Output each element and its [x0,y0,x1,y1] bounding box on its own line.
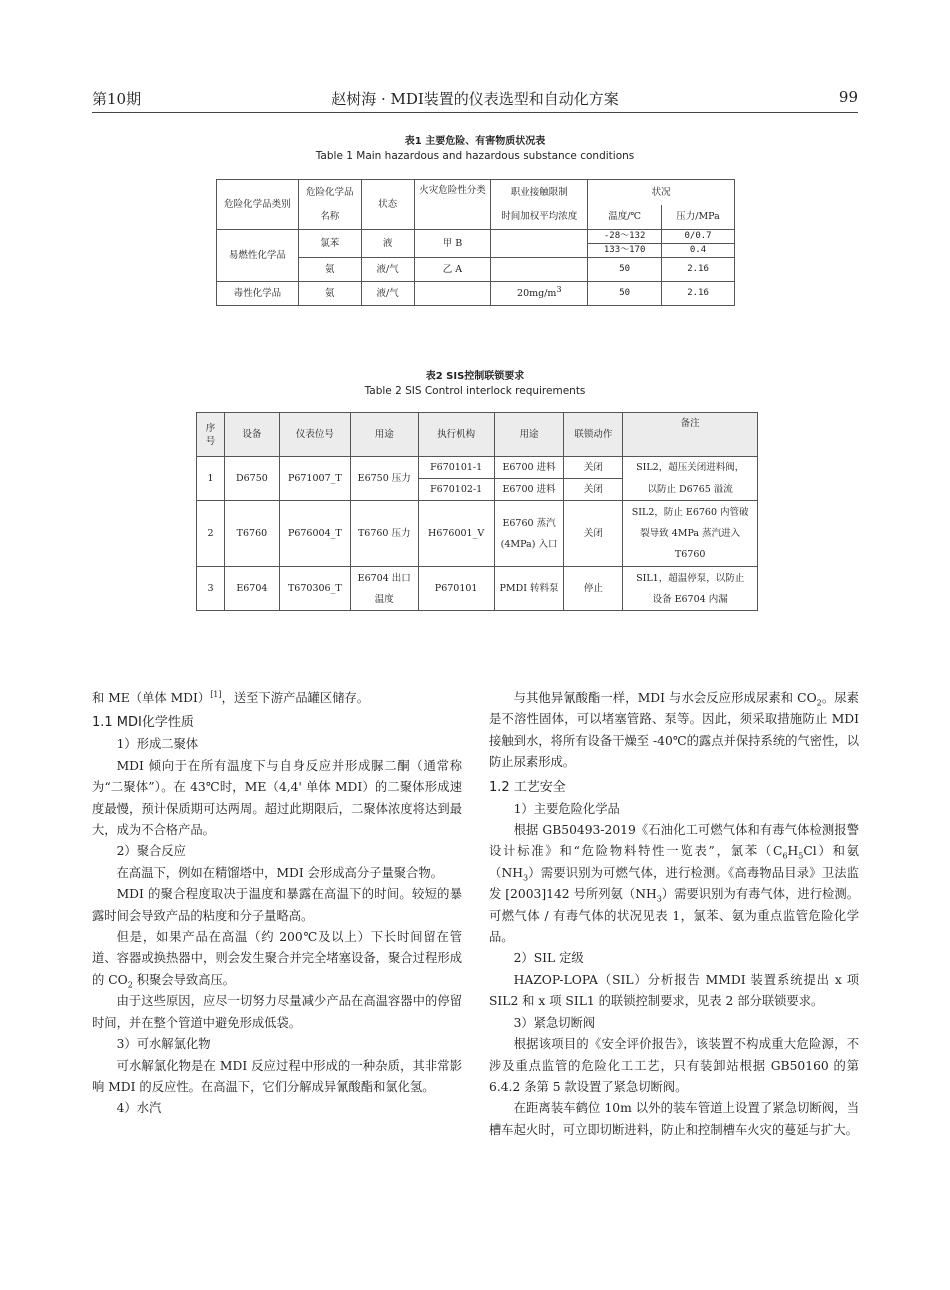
t2-r1-use2-a: E6700 进料 [494,457,564,479]
left-para-3: MDI 的聚合程度取决于温度和暴露在高温下的时间。较短的暴露时间会导致产品的粘度和分子量略高。 [92,887,462,923]
left-para-5: 由于这些原因，应尽一切努力尽量减少产品在高温容器中的停留时间，并在整个管道中避免形成低袋。 [92,994,462,1030]
t2-h-equip: 设备 [224,413,279,457]
t1-r1-fire: 甲 B [414,230,491,258]
left-para-4: 但是，如果产品在高温（约 200℃及以上）下长时间留在管道、容器或换热器中，则会发生聚合并完全堵塞设备，聚合过程形成的 $CO_2$ 积聚会导致高压。 [92,930,462,990]
t2-h-action: 联锁动作 [564,413,623,457]
t2-r1-action-b: 关闭 [564,479,623,501]
left-para-2: 在高温下，例如在精馏塔中，MDI 会形成高分子量聚合物。 [116,865,443,880]
running-header [92,88,858,112]
t1-r3-name: 氨 [298,282,361,306]
t2-r2-use2: E6760 蒸汽 (4MPa) 入口 [494,501,564,567]
right-para-1: 与其他异氰酸酯一样，MDI 与水会反应形成尿素和 $CO_2$。尿素是不溶性固体，可以堵塞管路、泵等。因此，须采取措施防止 MDI 接触到水，将所有设备干燥至 -40℃的露点并保持系统的气密性，以防止尿素形成。 [489,691,859,770]
t2-h-use2: 用途 [494,413,564,457]
section-1-2-heading: 1.2 工艺安全 [489,779,566,795]
t1-r1-press-2: 0.4 [662,244,735,258]
left-sub-4: 4）水汽 [116,1101,162,1116]
t1-h-limit-2: 时间加权平均浓度 [491,205,588,230]
t1-r2-temp: 50 [588,258,662,282]
running-title: 赵树海 · MDI装置的仪表选型和自动化方案 [331,90,619,108]
t2-h-actuator: 执行机构 [418,413,494,457]
right-para-4: 根据该项目的《安全评价报告》，该装置不构成重大危险源，不涉及重点监管的危险化工工艺，只有装卸站根据 GB50160 的第 6.4.2 条第 5 款设置了紧急切断阀。 [489,1037,859,1094]
table2-caption-zh: 表2 SIS控制联锁要求 [425,371,525,382]
table2-caption-en: Table 2 SIS Control interlock requirements [364,385,586,397]
t2-r3-equip: E6704 [224,567,279,611]
t2-r2-action: 关闭 [564,501,623,567]
t2-r3-note: SIL1，超温停泵，以防止 设备 E6704 内漏 [623,567,758,611]
t1-r2-press: 2.16 [662,258,735,282]
table1-caption-en: Table 1 Main hazardous and hazardous substance conditions [315,150,635,162]
t1-r1-temp-1: -28～132 [588,230,662,244]
t2-r3-actuator: P670101 [418,567,494,611]
table1 [216,179,735,306]
right-para-3: HAZOP-LOPA（SIL）分析报告 MMDI 装置系统提出 x 项 SIL2 和 x 项 SIL1 的联锁控制要求，见表 2 部分联锁要求。 [489,972,859,1009]
t1-r3-temp: 50 [588,282,662,306]
t1-r3-fire [414,282,491,306]
t2-r3-use: E6704 出口 温度 [350,567,418,611]
t1-h-state: 状态 [361,180,414,230]
left-sub-2: 2）聚合反应 [116,844,186,859]
right-column [489,688,859,1141]
t1-h-fire-cont [414,205,491,230]
header-rule [92,112,858,113]
right-sub-2: 2）SIL 定级 [513,951,584,966]
t2-r2-note: SIL2，防止 E6760 内管破 裂导致 4MPa 蒸汽进入 T6760 [623,501,758,567]
t2-r1-actuator-a: F670101-1 [418,457,494,479]
t1-r1-limit [491,230,588,258]
t1-r1-name: 氯苯 [298,230,361,258]
t1-r1-category: 易燃性化学品 [217,230,299,282]
t2-h-note: 备注 [623,413,758,457]
t2-r1-note-2: 以防止 D6765 溢流 [623,479,758,501]
t1-r2-name: 氨 [298,258,361,282]
t2-r2-equip: T6760 [224,501,279,567]
t2-r3-no: 3 [197,567,225,611]
t1-r2-state: 液/气 [361,258,414,282]
t1-r3-category: 毒性化学品 [217,282,299,306]
table1-caption [0,135,950,163]
left-para-6: 可水解氯化物是在 MDI 反应过程中形成的一种杂质，其非常影响 MDI 的反应性。在高温下，它们分解成异氰酸酯和氯化氢。 [92,1058,462,1094]
right-para-5: 在距离装车鹤位 10m 以外的装车管道上设置了紧急切断阀，当槽车起火时，可立即切断进料，防止和控制槽车火灾的蔓延与扩大。 [489,1101,859,1137]
t2-r1-actuator-b: F670102-1 [418,479,494,501]
t1-r1-temp-2: 133～170 [588,244,662,258]
table1-caption-zh: 表1 主要危险、有害物质状况表 [404,136,546,147]
t2-r1-tag: P671007_T [279,457,350,501]
t2-r1-action-a: 关闭 [564,457,623,479]
t2-h-tag: 仪表位号 [279,413,350,457]
t1-r2-fire: 乙 A [414,258,491,282]
left-para-1: MDI 倾向于在所有温度下与自身反应并形成脲二酮（通常称为“二聚体”）。在 43℃时，ME（4,4' 单体 MDI）的二聚体形成速度最慢，预计保质期可达两周。超过此期限后，二聚体浓度将达到最大，成为不合格产品。 [92,758,462,838]
table2-caption [0,370,950,398]
t2-h-no: 序 号 [197,413,225,457]
t2-r3-action: 停止 [564,567,623,611]
t1-h-limit-1: 职业接触限制 [491,180,588,205]
t2-r1-no: 1 [197,457,225,501]
t2-r2-actuator: H676001_V [418,501,494,567]
t2-r2-tag: P676004_T [279,501,350,567]
left-para-0: 和 ME（单体 MDI）[1]，送至下游产品罐区储存。 [92,689,370,705]
t2-r1-use2-b: E6700 进料 [494,479,564,501]
t2-r3-use2: PMDI 转料泵 [494,567,564,611]
t1-r3-press: 2.16 [662,282,735,306]
t1-h-press: 压力/MPa [662,205,735,230]
t1-r3-state: 液/气 [361,282,414,306]
t1-h-name-1: 危险化学品 [298,180,361,205]
t1-r1-state: 液 [361,230,414,258]
table2 [196,412,758,611]
t1-h-cond: 状况 [588,180,735,205]
t2-r3-tag: T670306_T [279,567,350,611]
page-number: 99 [838,88,858,106]
t2-r1-use: E6750 压力 [350,457,418,501]
t2-r1-note-1: SIL2，超压关闭进料阀， [623,457,758,479]
t1-h-name-2: 名称 [298,205,361,230]
t2-r2-use: T6760 压力 [350,501,418,567]
t1-h-category: 危险化学品类别 [217,180,299,230]
t1-r3-limit: $20mg/m^3$ [491,282,588,306]
issue-number: 第10期 [92,90,142,108]
right-para-2: 根据 GB50493-2019《石油化工可燃气体和有毒气体检测报警设计标准》和“危险物料特性一览表”，氯苯$(C_6H_5Cl)$和氨$(NH_3)$需要识别为可燃气体，进行检测。《高毒物品目录》卫法监发 [2003]142 号所列氨$(NH_3)$需要识别为有毒气体，进行检测。可燃气体 / 有毒气体的状况见表 1，氯苯、氨为重点监管危险化学品。 [489,823,860,945]
left-column [92,688,462,1120]
left-sub-1: 1）形成二聚体 [116,737,199,752]
t1-r2-limit [491,258,588,282]
right-sub-1: 1）主要危险化学品 [513,801,620,816]
t1-h-temp: 温度/℃ [588,205,662,230]
t2-r1-equip: D6750 [224,457,279,501]
t2-h-use: 用途 [350,413,418,457]
section-1-1-heading: 1.1 MDI化学性质 [92,715,194,731]
t2-r2-no: 2 [197,501,225,567]
t1-r1-press-1: 0/0.7 [662,230,735,244]
right-sub-3: 3）紧急切断阀 [513,1015,596,1030]
left-sub-3: 3）可水解氯化物 [116,1037,211,1052]
t1-h-fire: 火灾危险性分类 [414,180,491,205]
